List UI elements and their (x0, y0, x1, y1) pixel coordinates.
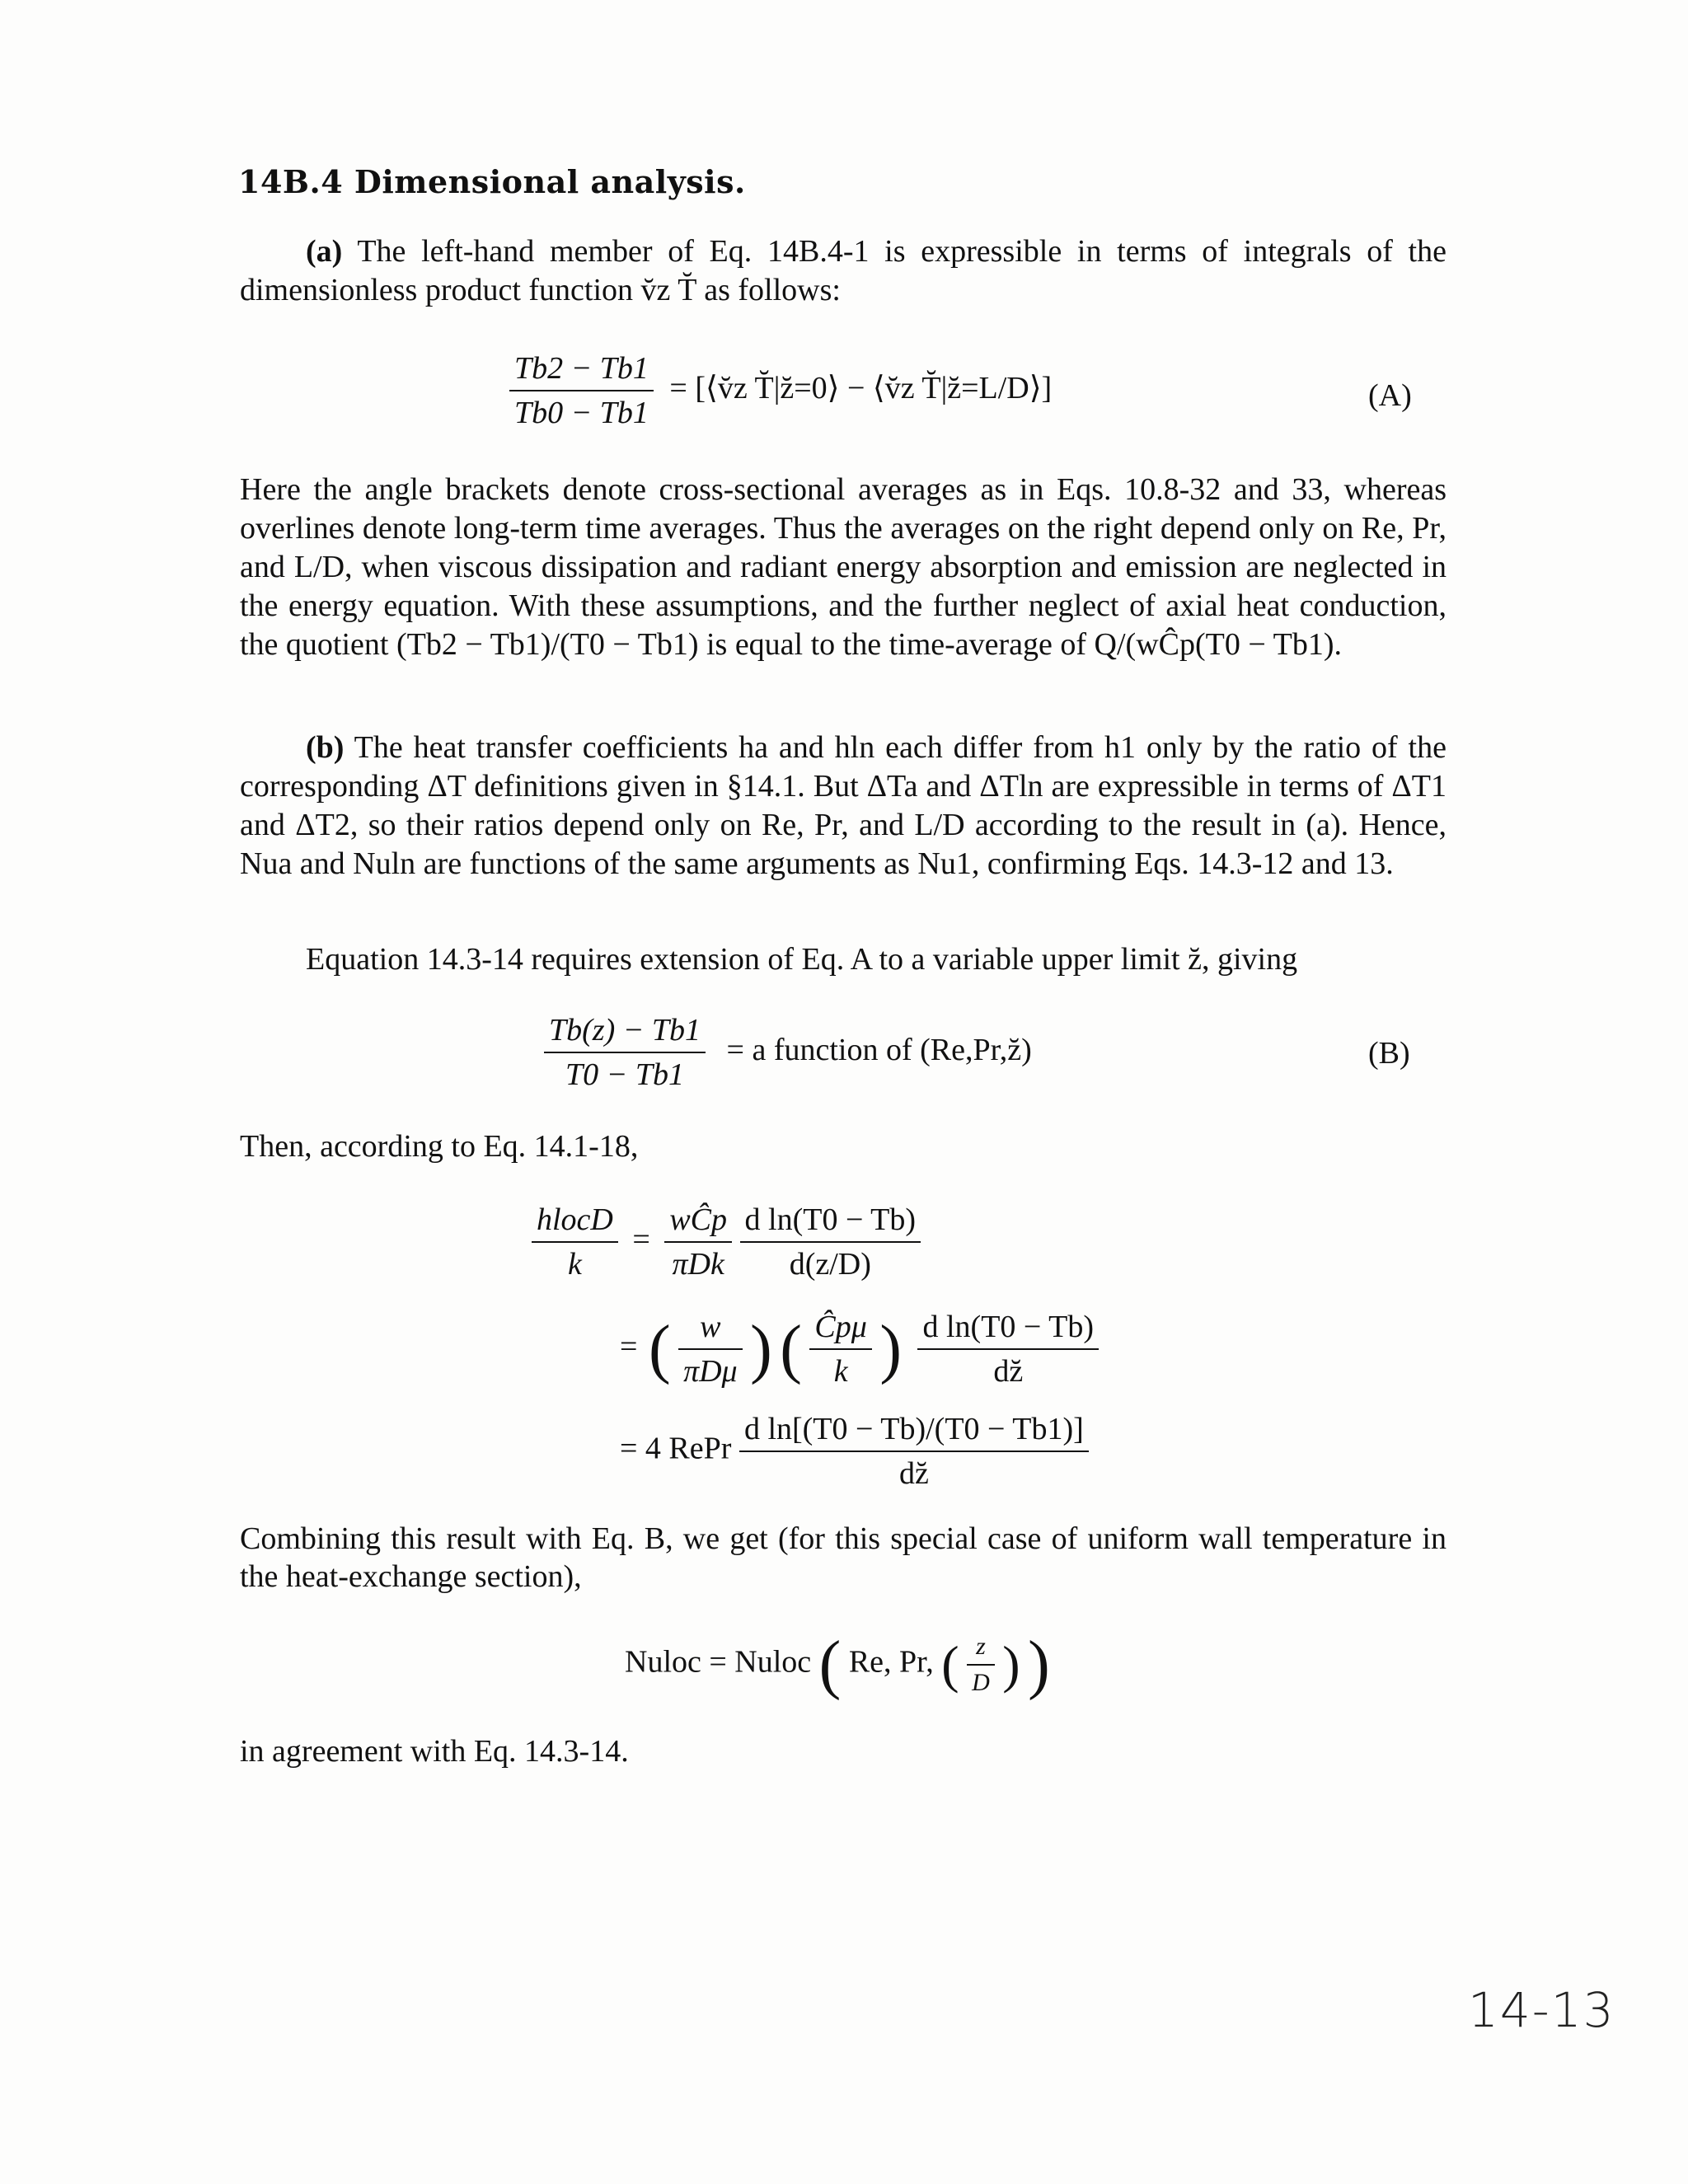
eq-a-lhs-fraction (509, 350, 654, 431)
eq-c-line2-f1-denominator: πDμ (683, 1354, 738, 1389)
eq-d-lhs: Nuloc = Nuloc (625, 1644, 812, 1680)
eq-d-paren-close: ) (1028, 1629, 1050, 1701)
eq-c-line2-fraction-3 (917, 1309, 1099, 1390)
eq-c-lhs-denominator: k (568, 1247, 582, 1282)
part-b-text: The heat transfer coefficients ha and hln each differ from h1 only by the ratio of the corresponding ΔT definitions given in §14.1. But ΔTa and ΔTln are expressible in terms of ΔT1 and ΔT2, so their ratios depend only on Re, Pr, and L/D according to the result in (a). Hence, Nua and Nuln are functions of the same arguments as Nu1, confirming Eqs. 14.3-12 and 13. (240, 730, 1447, 881)
equation-c-line-3 (620, 1411, 1089, 1492)
paren-open-2: ( (780, 1313, 802, 1385)
eq-c-line2-fraction-1 (678, 1309, 743, 1390)
paren-close-2: ) (879, 1313, 902, 1385)
equation-b-number: (B) (1368, 1036, 1410, 1071)
eq-c-line3-prefix: = 4 RePr (620, 1431, 732, 1466)
paragraph-extension (240, 940, 1447, 979)
section-heading: 14B.4 Dimensional analysis. (238, 163, 746, 200)
part-a-text: The left-hand member of Eq. 14B.4-1 is expressible in terms of integrals of the dimensionless product function v̆z T̆ as follows: (240, 234, 1447, 307)
equation-d (625, 1629, 1050, 1701)
eq-c-line1-fraction-1 (664, 1202, 732, 1282)
paragraph-final: in agreement with Eq. 14.3-14. (240, 1734, 629, 1769)
paragraph-averages: Here the angle brackets denote cross-sectional averages as in Eqs. 10.8-32 and 33, whereas overlines denote long-term time averages. Thus the averages on the right depend only on Re, Pr, and L/D, when viscous dissipation and radiant energy absorption and emission are neglected in the energy equation. With these assumptions, and the further neglect of axial heat conduction, the quotient (Tb2 − Tb1)/(T0 − Tb1) is equal to the time-average of Q/(wĈp(T0 − Tb1). (240, 472, 1447, 662)
part-a-label: (a) (306, 234, 343, 269)
eq-a-lhs-numerator: Tb2 − Tb1 (509, 350, 654, 391)
eq-b-lhs-fraction (544, 1012, 706, 1093)
eq-b-lhs-denominator: T0 − Tb1 (565, 1057, 684, 1092)
paragraph-part-a (240, 232, 1447, 310)
equation-b (544, 1012, 1032, 1093)
eq-c-line1-f1-denominator: πDk (672, 1247, 724, 1282)
eq-d-fraction (967, 1633, 995, 1697)
page-number: 14-13 (1468, 1982, 1615, 2038)
eq-d-paren-open: ( (818, 1629, 842, 1701)
eq-a-rhs: = [⟨v̆z T̆|z̆=0⟩ − ⟨v̆z T̆|z̆=L/D⟩] (669, 370, 1053, 405)
paragraph-combining: Combining this result with Eq. B, we get (for this special case of uniform wall temperature in the heat-exchange section), (240, 1521, 1447, 1594)
equation-a-number: (A) (1368, 378, 1412, 413)
eq-c-line1-fraction-2 (740, 1202, 921, 1282)
eq-d-denominator: D (972, 1669, 990, 1696)
extension-text: Equation 14.3-14 requires extension of Eq. A to a variable upper limit z̆, giving (306, 942, 1298, 977)
paragraph-part-b (240, 729, 1447, 883)
eq-c-lhs-fraction (532, 1202, 618, 1282)
eq-c-line3-numerator: d ln[(T0 − Tb)/(T0 − Tb1)] (739, 1411, 1089, 1452)
eq-c-line3-fraction (739, 1411, 1089, 1492)
eq-c-line2-f2-denominator: k (833, 1354, 848, 1389)
eq-d-inner-paren-open: ( (941, 1635, 959, 1694)
eq-d-numerator: z (967, 1633, 995, 1666)
eq-c-equals-2: = (620, 1329, 638, 1364)
eq-d-inner-paren-close: ) (1002, 1635, 1020, 1694)
eq-c-line1-f2-numerator: d ln(T0 − Tb) (740, 1202, 921, 1243)
eq-a-lhs-denominator: Tb0 − Tb1 (514, 396, 649, 430)
equation-c-line-1 (532, 1202, 921, 1282)
paren-close-1: ) (750, 1313, 772, 1385)
equation-a (509, 350, 1052, 431)
eq-c-lhs-numerator: hlocD (532, 1202, 618, 1243)
eq-b-lhs-numerator: Tb(z) − Tb1 (544, 1012, 706, 1053)
paren-open-1: ( (648, 1313, 671, 1385)
eq-c-line2-f2-numerator: Ĉpμ (809, 1309, 871, 1350)
eq-c-line2-f3-numerator: d ln(T0 − Tb) (917, 1309, 1099, 1350)
eq-c-line2-f1-numerator: w (678, 1309, 743, 1350)
eq-c-line1-f2-denominator: d(z/D) (789, 1247, 871, 1282)
eq-c-line1-f1-numerator: wĈp (664, 1202, 732, 1243)
eq-c-line3-denominator: dz̆ (898, 1456, 929, 1491)
eq-b-rhs: = a function of (Re,Pr,z̆) (726, 1032, 1032, 1067)
eq-c-line2-fraction-2 (809, 1309, 871, 1390)
part-b-label: (b) (306, 730, 345, 765)
eq-c-line2-f3-denominator: dz̆ (993, 1354, 1024, 1389)
paragraph-then: Then, according to Eq. 14.1-18, (240, 1129, 639, 1164)
eq-c-equals-1: = (632, 1221, 650, 1257)
eq-d-args: Re, Pr, (848, 1644, 934, 1680)
equation-c-line-2 (620, 1309, 1099, 1390)
